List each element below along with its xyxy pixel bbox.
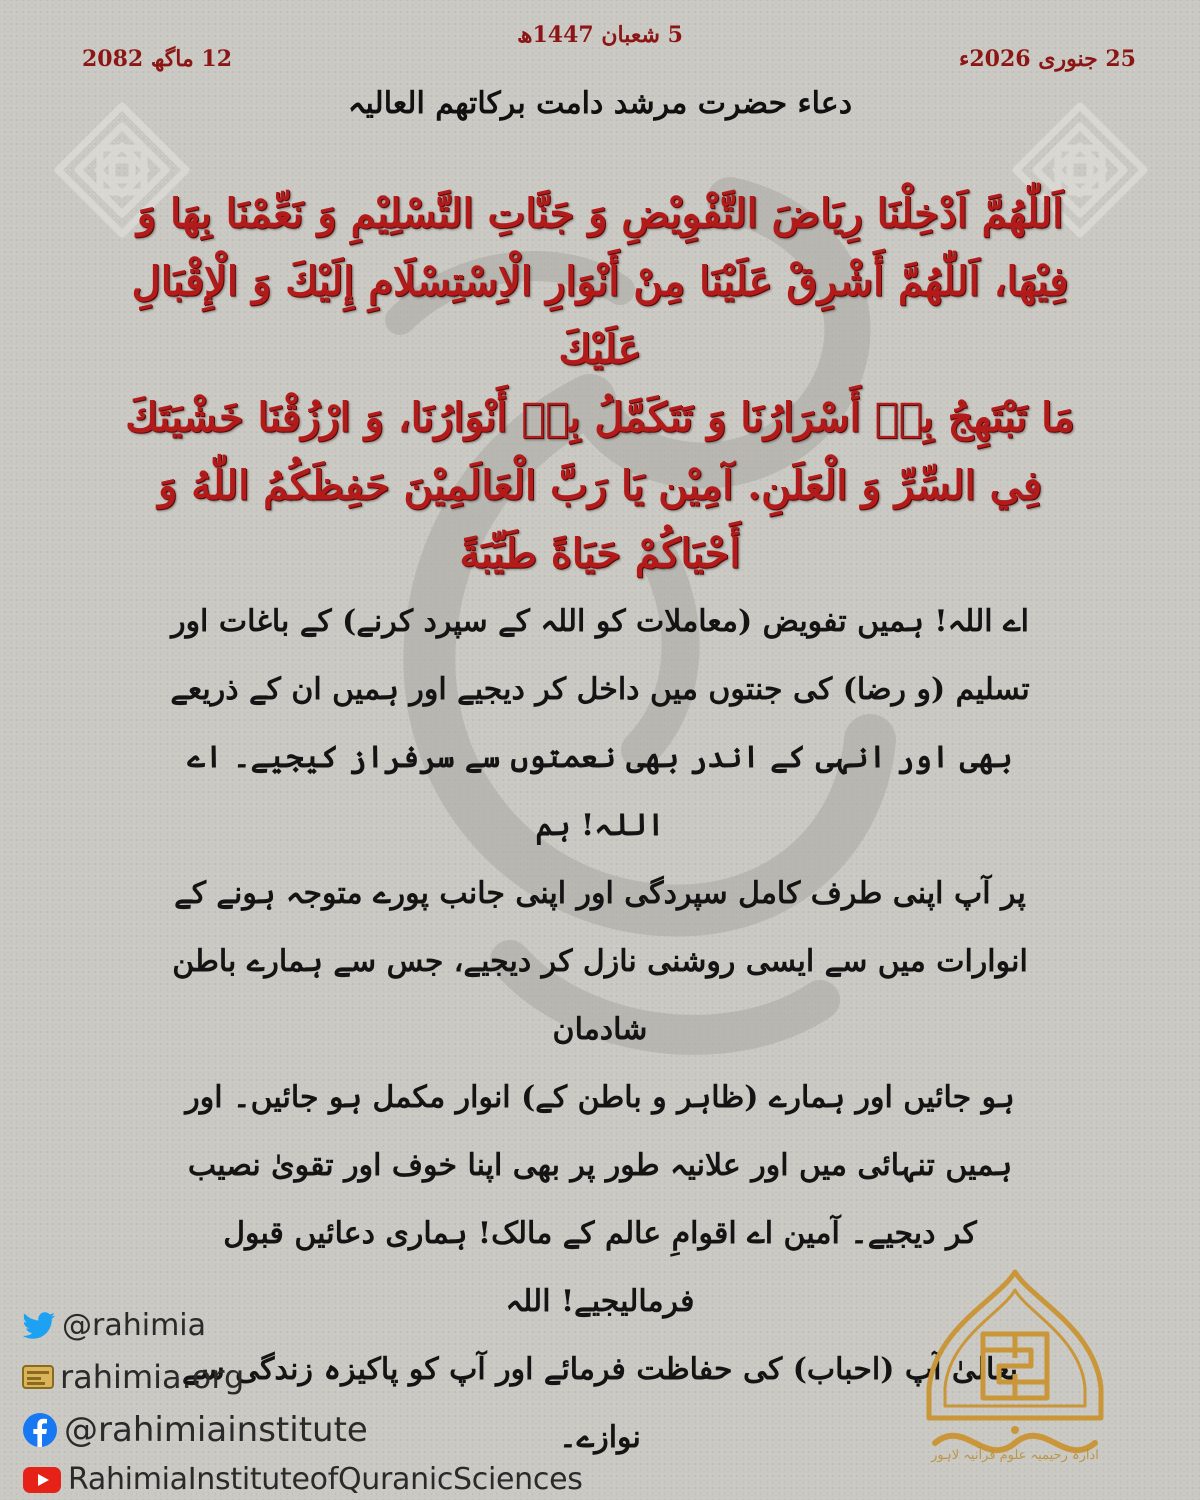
facebook-link[interactable] — [22, 1410, 368, 1450]
translation-line: تعالیٰ آپ (احباب) کی حفاظت فرمائے اور آپ کو پاکیزہ زندگی سے نوازے۔ — [181, 1352, 1018, 1455]
youtube-link[interactable] — [22, 1462, 583, 1497]
gregorian-date: 25 جنوری 2026ء — [959, 46, 1136, 72]
dua-line: اَللّٰهُمَّ اَدْخِلْنَا رِيَاضَ التَّفْوِيْضِ وَ جَنَّاتِ التَّسْلِيْمِ وَ نَعِّمْنَا بِهَا وَ — [136, 190, 1064, 237]
translation-line: تسلیم (و رضا) کی جنتوں میں داخل کر دیجیے اور ہمیں ان کے ذریعے — [170, 672, 1030, 707]
website-url: rahimia.org — [60, 1358, 245, 1396]
facebook-icon — [22, 1412, 58, 1448]
website-link[interactable] — [22, 1358, 244, 1396]
translation-line: بھی اور انہی کے اندر بھی نعمتوں سے سرفراز کیجیے۔ اے اللہ! ہم — [187, 740, 1013, 843]
dua-line: فِي السِّرِّ وَ الْعَلَنِ. آمِيْن يَا رَبَّ الْعَالَمِيْنَ حَفِظَكُمُ اللّٰهُ وَ — [157, 462, 1043, 509]
translation-line: اے اللہ! ہمیں تفویض (معاملات کو اللہ کے سپرد کرنے) کے باغات اور — [171, 604, 1029, 639]
youtube-channel: RahimiaInstituteofQuranicSciences — [68, 1462, 583, 1497]
translation-line: کر دیجیے۔ آمین اے اقوامِ عالم کے مالک! ہماری دعائیں قبول فرمالیجیے! اللہ — [223, 1216, 977, 1319]
facebook-handle: @rahimiainstitute — [64, 1410, 368, 1450]
dua-line: فِيْهَا، اَللّٰهُمَّ أَشْرِقْ عَلَيْنَا مِنْ أَنْوَارِ الْاِسْتِسْلَامِ إِلَيْكَ وَ الْإِقْبَالِ عَلَيْكَ — [131, 258, 1069, 373]
urdu-translation — [170, 588, 1030, 1472]
page-title: دعاء حضرت مرشد دامت برکاتھم العالیہ — [347, 86, 853, 121]
translation-line: ہمیں تنہائی میں اور علانیہ طور پر بھی اپنا خوف اور تقویٰ نصیب — [187, 1148, 1013, 1183]
translation-line: پر آپ اپنی طرف کامل سپردگی اور اپنی جانب پورے متوجہ ہونے کے — [174, 876, 1026, 911]
youtube-icon — [22, 1466, 62, 1494]
web-icon — [22, 1364, 54, 1390]
hijri-date: 5 شعبان 1447ھ — [517, 22, 683, 48]
translation-line: ہو جائیں اور ہمارے (ظاہر و باطن کے) انوار مکمل ہو جائیں۔ اور — [185, 1080, 1015, 1115]
dua-line: مَا تَبْتَهِجُ بِهٖ أَسْرَارُنَا وَ تَتَكَمَّلُ بِهٖ أَنْوَارُنَا، وَ ارْزُقْنَا خَشْيَتَكَ — [125, 394, 1075, 441]
bikrami-date: 12 ماگھ 2082 — [82, 46, 233, 72]
twitter-bird-icon — [22, 1312, 56, 1340]
dua-arabic — [110, 180, 1090, 588]
dua-line: أَحْيَاكُمْ حَيَاةً طَيِّبَةً — [459, 530, 741, 577]
twitter-link[interactable] — [22, 1308, 206, 1343]
logo-caption: ادارہ رحیمیہ علوم قرآنیہ لاہور — [931, 1448, 1099, 1463]
translation-line: انوارات میں سے ایسی روشنی نازل کر دیجیے، جس سے ہمارے باطن شادمان — [172, 944, 1028, 1047]
twitter-handle: @rahimia — [62, 1308, 207, 1343]
